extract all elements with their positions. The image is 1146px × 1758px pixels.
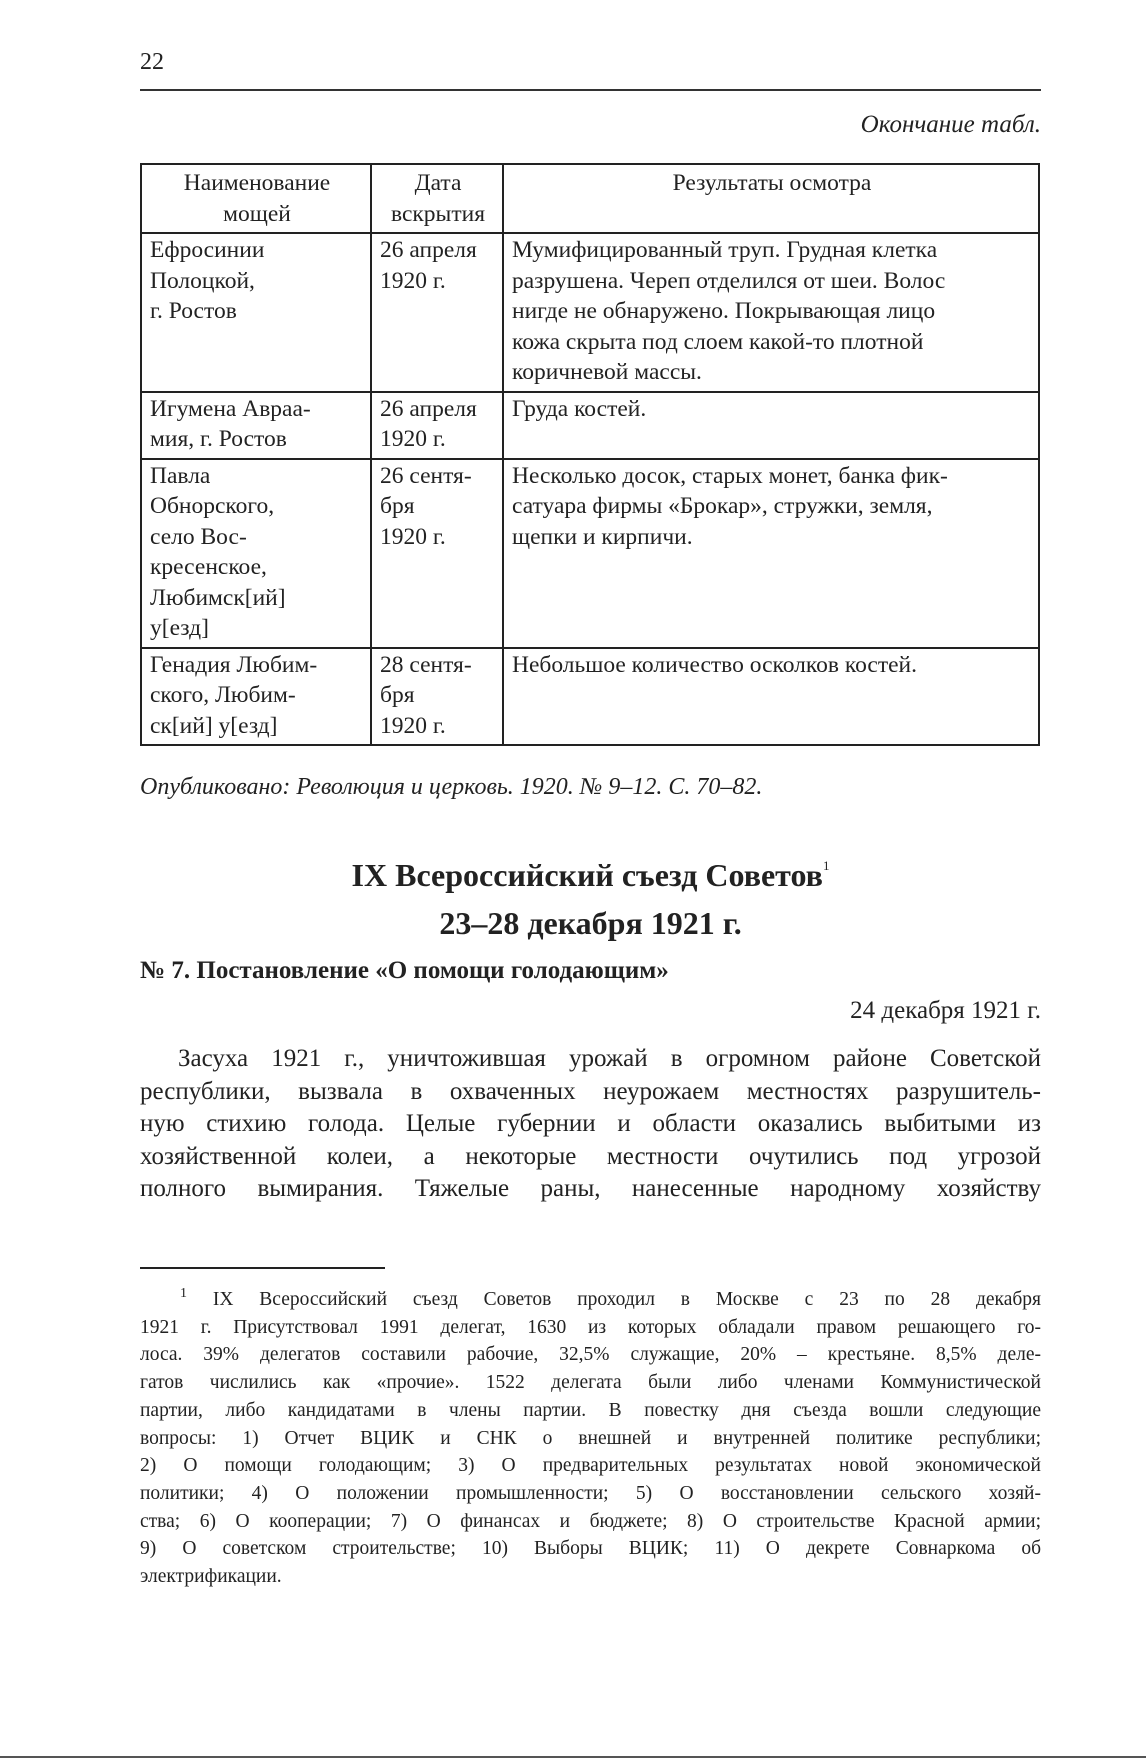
table-row bbox=[141, 392, 1039, 459]
header-rule bbox=[140, 89, 1041, 91]
relic-name-cell: Игумена Авраа- мия, г. Ростов bbox=[141, 392, 371, 459]
table-continuation-caption: Окончание табл. bbox=[860, 111, 1041, 138]
column-header-name: Наименование мощей bbox=[141, 164, 371, 233]
footnote-marker: 1 bbox=[180, 1286, 187, 1301]
opening-date-cell: 26 апреля 1920 г. bbox=[371, 392, 503, 459]
section-title-line-2: 23–28 декабря 1921 г. bbox=[439, 905, 742, 941]
body-paragraph: Засуха 1921 г., уничтожившая урожай в огромном районе Советской республики, вызвала в охваченных неурожаем местностях разрушитель- ную стихию голода. Целые губернии и области оказались выбитыми из хозяйственной колеи, а некоторые местности очутились под угрозой полного вымирания. Тяжелые раны, нанесенные народному хозяйству bbox=[140, 1045, 1041, 1202]
document-heading: № 7. Постановление «О помощи голодающим» bbox=[140, 957, 669, 984]
footnote: $^1$ IX Всероссийский съезд Советов проходил в Москве с 23 по 28 декабря 1921 г. Присутствовал 1991 делегат, 1630 из которых обладали правом решающего го- лоса. 39% делегатов составили рабочие, 32,5% служащие, 20% – крестьяне. 8,5% деле- гатов числились как «прочие». 1522 делегата были либо членами Коммунистической партии, либо кандидатами в члены партии. В повестку дня съезда вошли следующие вопросы: 1) Отчет ВЦИК и СНК о внешней и внутренней политике республики; 2) О помощи голодающим; 3) О предварительных результатах новой экономической политики; 4) О положении промышленности; 5) О восстановлении сельского хозяй- ства; 6) О кооперации; 7) О финансах и бюджете; 8) О строительстве Красной армии; 9) О советском строительстве; 10) Выборы ВЦИК; 11) О декрете Совнаркома об электрификации. bbox=[140, 1286, 1041, 1588]
page-number: 22 bbox=[140, 49, 164, 75]
inspection-result-cell: Небольшое количество осколков костей. bbox=[503, 648, 1039, 746]
table-row bbox=[141, 459, 1039, 648]
opening-date-cell: 26 апреля 1920 г. bbox=[371, 233, 503, 392]
section-title bbox=[140, 842, 1041, 947]
opening-date-cell: 28 сентя- бря 1920 г. bbox=[371, 648, 503, 746]
relics-table bbox=[140, 163, 1040, 746]
column-header-results: Результаты осмотра bbox=[503, 164, 1039, 233]
section-title-line-1: IX Всероссийский съезд Советов$^1$ bbox=[351, 857, 830, 893]
table-header-row bbox=[141, 164, 1039, 233]
document-date: 24 декабря 1921 г. bbox=[850, 997, 1041, 1024]
relic-name-cell: Ефросинии Полоцкой, г. Ростов bbox=[141, 233, 371, 392]
inspection-result-cell: Груда костей. bbox=[503, 392, 1039, 459]
publication-source: Опубликовано: Революция и церковь. 1920. № 9–12. С. 70–82. bbox=[140, 774, 763, 800]
inspection-result-cell: Несколько досок, старых монет, банка фик- сатуара фирмы «Брокар», стружки, земля, щепки и кирпичи. bbox=[503, 459, 1039, 648]
inspection-result-cell: Мумифицированный труп. Грудная клетка разрушена. Череп отделился от шеи. Волос нигде не обнаружено. Покрывающая лицо кожа скрыта под слоем какой-то плотной коричневой массы. bbox=[503, 233, 1039, 392]
relic-name-cell: Генадия Любим- ского, Любим- ск[ий] у[езд] bbox=[141, 648, 371, 746]
footnote-reference[interactable]: 1 bbox=[822, 858, 830, 873]
column-header-date: Дата вскрытия bbox=[371, 164, 503, 233]
table-row bbox=[141, 648, 1039, 746]
table-row bbox=[141, 233, 1039, 392]
footnote-rule bbox=[140, 1267, 385, 1269]
opening-date-cell: 26 сентя- бря 1920 г. bbox=[371, 459, 503, 648]
relic-name-cell: Павла Обнорского, село Вос- кресенское, Любимск[ий] у[езд] bbox=[141, 459, 371, 648]
